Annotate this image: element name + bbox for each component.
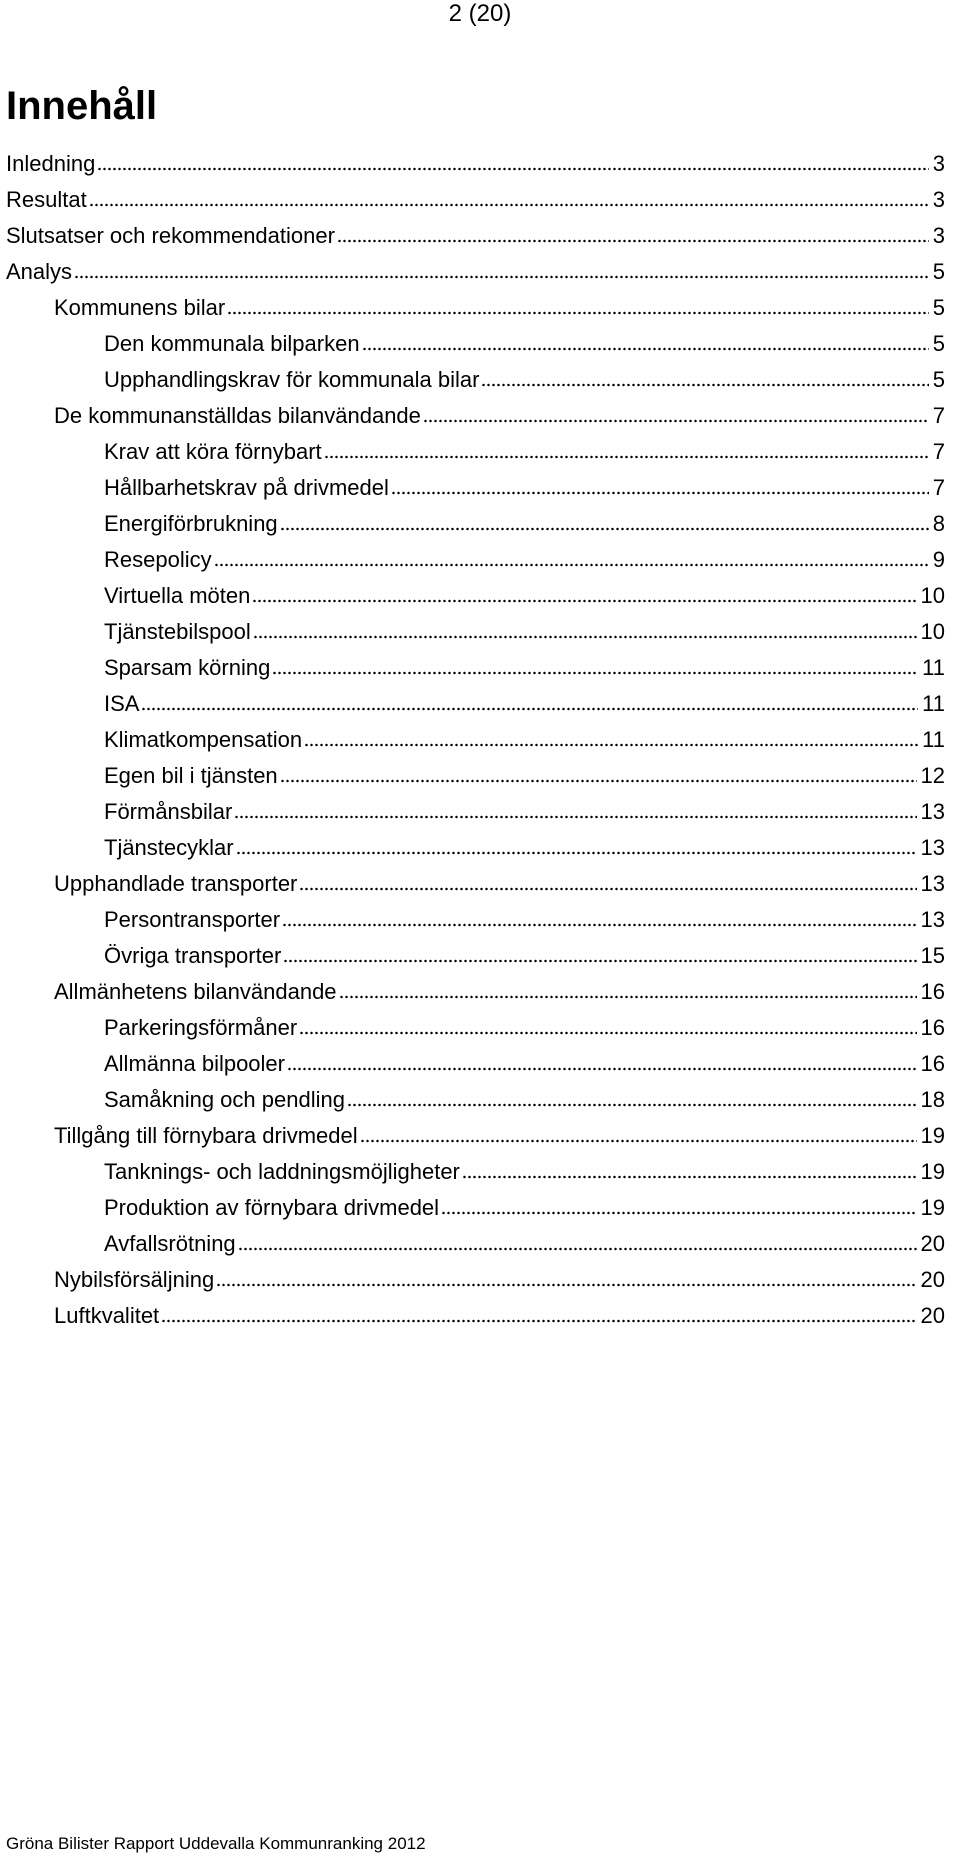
toc-entry-label: Persontransporter — [104, 907, 281, 932]
toc-entry-label: Energiförbrukning — [104, 511, 278, 536]
toc-entry-page: 11 — [922, 727, 945, 752]
toc-entry[interactable] — [0, 722, 960, 758]
toc-entry-label: Tanknings- och laddningsmöjligheter — [104, 1159, 460, 1184]
toc-entry-page: 5 — [932, 295, 945, 320]
toc-entry-page: 11 — [922, 655, 945, 680]
toc-entry-label: Virtuella möten — [104, 583, 251, 608]
toc-entry-label: Luftkvalitet — [54, 1303, 160, 1328]
toc-entry[interactable] — [0, 434, 960, 470]
table-of-contents — [0, 146, 960, 1334]
toc-entry-page: 16 — [920, 979, 945, 1004]
toc-entry-label: Tjänstecyklar — [104, 835, 234, 860]
toc-entry-page: 12 — [920, 763, 945, 788]
toc-entry-page: 19 — [920, 1123, 945, 1148]
dot-leader — [337, 238, 929, 244]
dot-leader — [362, 346, 929, 352]
toc-entry[interactable] — [0, 182, 960, 218]
toc-entry[interactable] — [0, 686, 960, 722]
toc-entry-label: Den kommunala bilparken — [104, 331, 360, 356]
dot-leader — [89, 202, 929, 208]
dot-leader — [462, 1174, 917, 1180]
page-number: 2 (20) — [448, 0, 512, 27]
toc-entry-page: 18 — [920, 1087, 945, 1112]
toc-entry-label: Parkeringsförmåner — [104, 1015, 298, 1040]
toc-entry-page: 7 — [932, 439, 945, 464]
toc-entry-label: Avfallsrötning — [104, 1231, 236, 1256]
toc-entry-label: Övriga transporter — [104, 943, 282, 968]
toc-entry[interactable] — [0, 758, 960, 794]
dot-leader — [272, 670, 918, 676]
toc-entry-label: Upphandlade transporter — [54, 871, 298, 896]
dot-leader — [324, 454, 929, 460]
toc-entry-page: 10 — [920, 619, 945, 644]
dot-leader — [238, 1246, 917, 1252]
dot-leader — [441, 1210, 916, 1216]
toc-entry-label: Krav att köra förnybart — [104, 439, 322, 464]
dot-leader — [74, 274, 929, 280]
toc-entry[interactable] — [0, 218, 960, 254]
toc-entry[interactable] — [0, 1010, 960, 1046]
toc-entry-label: Upphandlingskrav för kommunala bilar — [104, 367, 480, 392]
dot-leader — [287, 1066, 917, 1072]
toc-entry-page: 7 — [932, 475, 945, 500]
toc-entry-label: Slutsatser och rekommendationer — [6, 223, 335, 248]
toc-entry[interactable] — [0, 1046, 960, 1082]
toc-entry-page: 13 — [920, 799, 945, 824]
dot-leader — [481, 382, 928, 388]
toc-entry-label: Inledning — [6, 151, 96, 176]
dot-leader — [236, 850, 917, 856]
toc-entry-page: 20 — [920, 1231, 945, 1256]
dot-leader — [299, 1030, 916, 1036]
dot-leader — [347, 1102, 917, 1108]
dot-leader — [214, 562, 929, 568]
toc-entry[interactable] — [0, 938, 960, 974]
toc-entry[interactable] — [0, 794, 960, 830]
dot-leader — [391, 490, 929, 496]
toc-entry-label: Samåkning och pendling — [104, 1087, 345, 1112]
dot-leader — [339, 994, 917, 1000]
dot-leader — [234, 814, 916, 820]
toc-entry-page: 7 — [932, 403, 945, 428]
toc-entry-page: 16 — [920, 1051, 945, 1076]
toc-entry-label: Sparsam körning — [104, 655, 271, 680]
toc-entry-label: Klimatkompensation — [104, 727, 303, 752]
toc-entry[interactable] — [0, 1154, 960, 1190]
toc-entry-page: 19 — [920, 1159, 945, 1184]
toc-entry-page: 15 — [920, 943, 945, 968]
dot-leader — [216, 1282, 916, 1288]
toc-entry-page: 10 — [920, 583, 945, 608]
toc-entry-label: Analys — [6, 259, 73, 284]
dot-leader — [280, 778, 917, 784]
dot-leader — [141, 706, 918, 712]
toc-entry-label: Resepolicy — [104, 547, 212, 572]
toc-entry-page: 20 — [920, 1267, 945, 1292]
dot-leader — [97, 166, 928, 172]
toc-entry[interactable] — [0, 1298, 960, 1334]
toc-entry-page: 5 — [932, 259, 945, 284]
toc-entry-page: 8 — [932, 511, 945, 536]
toc-entry-page: 9 — [932, 547, 945, 572]
toc-entry[interactable] — [0, 146, 960, 182]
toc-entry[interactable] — [0, 902, 960, 938]
dot-leader — [423, 418, 929, 424]
toc-entry-label: Egen bil i tjänsten — [104, 763, 278, 788]
toc-entry[interactable] — [0, 1118, 960, 1154]
toc-entry-label: Resultat — [6, 187, 87, 212]
toc-entry-page: 19 — [920, 1195, 945, 1220]
toc-entry-label: Hållbarhetskrav på drivmedel — [104, 475, 389, 500]
toc-entry-label: Kommunens bilar — [54, 295, 226, 320]
toc-entry-page: 3 — [932, 151, 945, 176]
toc-entry-page: 3 — [932, 223, 945, 248]
toc-entry-label: ISA — [104, 691, 140, 716]
toc-entry[interactable] — [0, 290, 960, 326]
toc-entry-page: 3 — [932, 187, 945, 212]
toc-entry[interactable] — [0, 1226, 960, 1262]
toc-entry[interactable] — [0, 398, 960, 434]
toc-entry-label: De kommunanställdas bilanvändande — [54, 403, 421, 428]
toc-entry-page: 5 — [932, 367, 945, 392]
toc-entry-label: Allmänhetens bilanvändande — [54, 979, 337, 1004]
toc-title: Innehåll — [6, 84, 158, 128]
toc-entry[interactable] — [0, 974, 960, 1010]
toc-entry-page: 13 — [920, 907, 945, 932]
toc-entry-page: 20 — [920, 1303, 945, 1328]
toc-entry[interactable] — [0, 470, 960, 506]
dot-leader — [360, 1138, 917, 1144]
toc-entry-page: 5 — [932, 331, 945, 356]
toc-entry[interactable] — [0, 650, 960, 686]
toc-entry[interactable] — [0, 866, 960, 902]
toc-entry-label: Nybilsförsäljning — [54, 1267, 215, 1292]
dot-leader — [283, 958, 916, 964]
toc-entry[interactable] — [0, 830, 960, 866]
toc-entry[interactable] — [0, 578, 960, 614]
footer-text: Gröna Bilister Rapport Uddevalla Kommunranking 2012 — [6, 1834, 426, 1853]
dot-leader — [280, 526, 929, 532]
dot-leader — [161, 1318, 916, 1324]
dot-leader — [253, 634, 917, 640]
dot-leader — [299, 886, 916, 892]
dot-leader — [227, 310, 929, 316]
dot-leader — [282, 922, 916, 928]
toc-entry[interactable] — [0, 254, 960, 290]
toc-entry-page: 11 — [922, 691, 945, 716]
dot-leader — [304, 742, 918, 748]
toc-entry-label: Produktion av förnybara drivmedel — [104, 1195, 440, 1220]
toc-entry[interactable] — [0, 614, 960, 650]
toc-entry[interactable] — [0, 1190, 960, 1226]
toc-entry-label: Tjänstebilspool — [104, 619, 251, 644]
toc-entry-label: Förmånsbilar — [104, 799, 233, 824]
toc-entry[interactable] — [0, 1262, 960, 1298]
toc-entry-page: 13 — [920, 871, 945, 896]
toc-entry[interactable] — [0, 362, 960, 398]
toc-entry-label: Allmänna bilpooler — [104, 1051, 285, 1076]
toc-entry-page: 13 — [920, 835, 945, 860]
toc-entry[interactable] — [0, 542, 960, 578]
toc-entry[interactable] — [0, 1082, 960, 1118]
toc-entry[interactable] — [0, 506, 960, 542]
dot-leader — [252, 598, 916, 604]
toc-entry[interactable] — [0, 326, 960, 362]
toc-entry-label: Tillgång till förnybara drivmedel — [54, 1123, 358, 1148]
toc-entry-page: 16 — [920, 1015, 945, 1040]
